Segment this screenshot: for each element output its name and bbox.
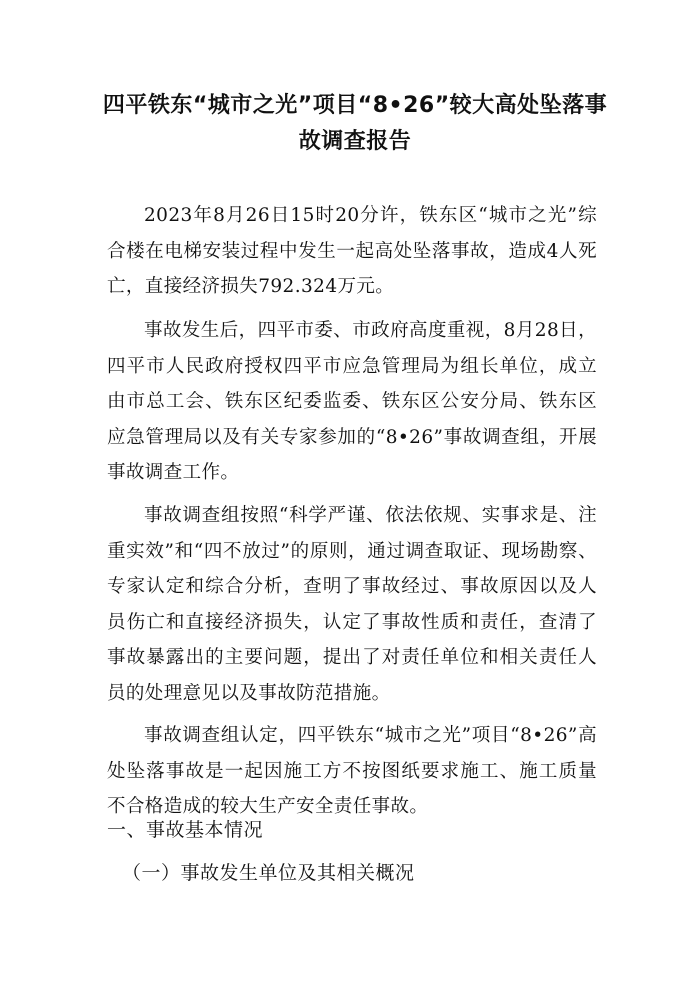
section-heading-basic-info: 一、事故基本情况 [107, 819, 264, 841]
subsection-heading-unit-overview: （一）事故发生单位及其相关概况 [122, 862, 415, 884]
report-title-line-1: 四平铁东“城市之光”项目“8•26”较大高处坠落事 [102, 93, 608, 118]
paragraph-accident-determination: 事故调查组认定，四平铁东“城市之光”项目“8•26”高处坠落事故是一起因施工方不按图纸要求施工、施工质量不合格造成的较大生产安全责任事故。 [107, 725, 597, 817]
report-title [95, 88, 615, 160]
report-title-line-2: 故调查报告 [298, 129, 412, 154]
paragraph-accident-summary: 2023年8月26日15时20分许，铁东区“城市之光”综合楼在电梯安装过程中发生一起高处坠落事故，造成4人死亡，直接经济损失792.324万元。 [107, 205, 597, 297]
paragraph-investigation-team: 事故发生后，四平市委、市政府高度重视，8月28日，四平市人民政府授权四平市应急管理局为组长单位，成立由市总工会、铁东区纪委监委、铁东区公安分局、铁东区应急管理局以及有关专家参加的“8•26”事故调查组，开展事故调查工作。 [107, 320, 597, 483]
paragraph-investigation-principles: 事故调查组按照“科学严谨、依法依规、实事求是、注重实效”和“四不放过”的原则，通过调查取证、现场勘察、专家认定和综合分析，查明了事故经过、事故原因以及人员伤亡和直接经济损失，认定了事故性质和责任，查清了事故暴露出的主要问题，提出了对责任单位和相关责任人员的处理意见以及事故防范措施。 [107, 505, 597, 704]
